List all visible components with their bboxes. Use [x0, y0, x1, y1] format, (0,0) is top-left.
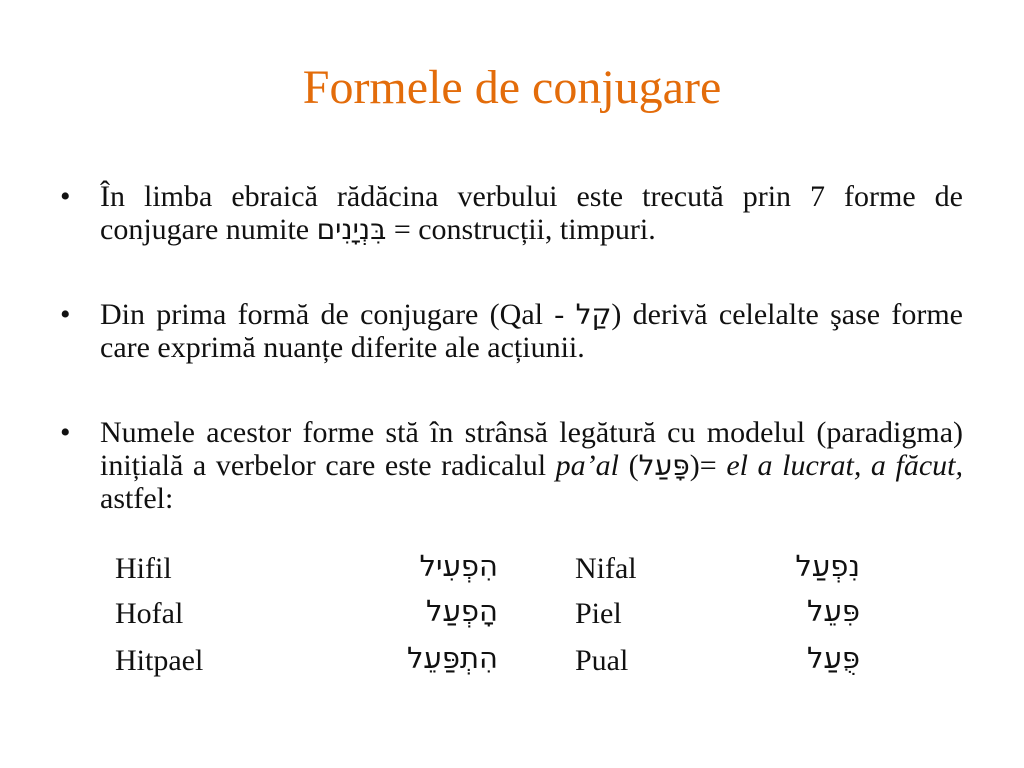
bullet-marker: •	[60, 180, 71, 213]
form-hebrew-pual: פֻּעַל	[806, 641, 860, 675]
form-name-piel: Piel	[575, 597, 622, 630]
form-name-nifal: Nifal	[575, 552, 637, 585]
bullet-3-text-b: (	[619, 449, 639, 482]
form-name-pual: Pual	[575, 644, 629, 677]
slide-title: Formele de conjugare	[302, 61, 722, 114]
bullet-item-3	[60, 416, 963, 515]
bullet-1-text-a: În limba ebraică rădăcina verbului este trecută prin 7 forme de conjugare numite	[100, 180, 963, 246]
bullet-3-text-a: Numele acestor forme stă în strânsă legătură cu modelul (paradigma) inițială a verbelor care este radicalul	[100, 416, 963, 482]
form-hebrew-piel: פִּעֵל	[806, 594, 860, 628]
conjugation-table	[0, 548, 1024, 698]
bullet-2-text-b: ) derivă celelalte şase forme care exprimă nuanțe diferite ale acțiunii.	[100, 298, 963, 364]
bullet-marker: •	[60, 416, 71, 449]
bullet-marker: •	[60, 298, 71, 331]
bullet-2-text-a: Din prima formă de conjugare (Qal -	[100, 298, 576, 331]
bullet-1-hebrew-binyanim: בִּנְיָנִים	[316, 213, 387, 246]
bullet-3-text-d: astfel:	[100, 482, 174, 515]
bullet-1-text-b: = construcții, timpuri.	[386, 213, 656, 246]
form-hebrew-hifil: הִפְעִיל	[419, 549, 498, 583]
bullet-item-2	[60, 298, 963, 364]
form-hebrew-nifal: נִפְעַל	[795, 549, 860, 583]
form-name-hifil: Hifil	[115, 552, 172, 585]
bullet-3-text-c: )=	[689, 449, 727, 482]
bullet-3-emphasis-paal: pa’al	[555, 449, 619, 482]
form-hebrew-hofal: הָפְעַל	[426, 594, 498, 628]
bullet-list	[60, 180, 963, 567]
form-name-hitpael: Hitpael	[115, 644, 204, 677]
bullet-2-hebrew-qal: קַל	[575, 298, 612, 331]
bullet-3-emphasis-meaning: el a lucrat, a făcut,	[726, 449, 963, 482]
form-hebrew-hitpael: הִתְפַּעֵל	[406, 641, 498, 675]
bullet-3-hebrew-paal: פָּעַל	[638, 449, 690, 482]
bullet-item-1	[60, 180, 963, 246]
form-name-hofal: Hofal	[115, 597, 184, 630]
